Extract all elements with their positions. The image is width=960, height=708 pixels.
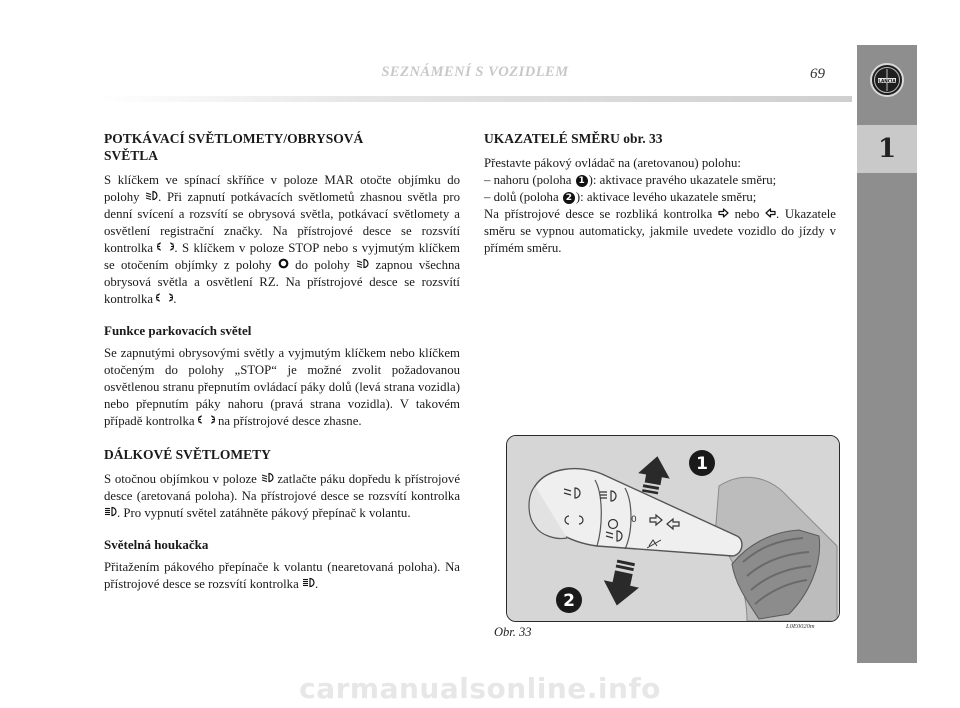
low-beam-icon [356,258,369,269]
position-1-badge: 1 [576,175,588,187]
position-lights-icon [156,292,173,303]
section-heading-flash: Světelná houkačka [104,537,209,552]
running-header: SEZNÁMENÍ S VOZIDLEM [381,64,569,80]
svg-text:LANCIA: LANCIA [878,78,896,84]
turn-right-arrow-icon [718,208,729,218]
chapter-number: 1 [877,134,897,164]
low-beam-icon [261,472,274,483]
paragraph-turn-indicators: Na přístrojové desce se rozbliká kontrolka nebo . Ukazatele směru se vypnou automaticky, jakmile uvedete vozidlo do jízdy v přímém směru. [484,207,836,255]
header-rule [100,96,852,102]
position-lights-icon [157,241,174,252]
paragraph-turn-intro: Přestavte pákový ovládač na (aretovanou) polohu: [484,156,741,170]
section-heading-low-beam: POTKÁVACÍ SVĚTLOMETY/OBRYSOVÁ SVĚTLA [104,131,364,163]
chapter-tab[interactable] [857,125,917,173]
main-beam-icon [302,577,315,588]
lancia-logo-icon [872,65,902,95]
position-lights-icon [198,414,215,425]
lever-mark-zero: 0 [631,515,637,525]
paragraph-flash: Přitažením pákového přepínače k volantu (nearetovaná poloha). Na přístrojové desce se rozsvítí kontrolka . [104,560,460,591]
ring-position-o-icon [278,258,289,269]
light-stalk-image [507,436,839,621]
figure-stalk-illustration [506,435,840,622]
page-number: 69 [810,66,825,82]
watermark: carmanualsonline.info [299,672,661,705]
callout-1-label: 1 [696,454,708,474]
turn-left-arrow-icon [765,208,776,218]
right-column [484,130,836,257]
section-heading-parking: Funkce parkovacích světel [104,323,252,338]
list-item-down: – dolů (poloha 2 ): aktivace levého ukazatele směru; [484,190,757,204]
paragraph-parking: Se zapnutými obrysovými světly a vyjmutým klíčkem nebo klíčkem otočeným do polohy „STOP“ je možné zvolit požadovanou osvětlenou stranu přepnutím ovládací páky dolů (levá strana vozidla) nebo přepnutím páky nahoru (pravá strana vozidla). V takovém případě kontrolka na přístrojové desce zhasne. [104,346,460,428]
list-item-up: – nahoru (poloha 1 ): aktivace pravého ukazatele směru; [484,173,777,187]
left-column [104,130,460,593]
low-beam-icon [145,190,158,201]
position-2-badge: 2 [563,192,575,204]
paragraph-main-beam: S otočnou objímkou v poloze zatlačte páku dopředu k přístrojové desce (aretovaná poloha). Na přístrojové desce se rozsvítí kontrolka . Pro vypnutí světel zatáhněte pákový přepínač k volantu. [104,472,461,520]
brand-logo [870,63,904,97]
section-heading-main-beam: DÁLKOVÉ SVĚTLOMETY [104,447,271,462]
paragraph-low-beam: S klíčkem ve spínací skříňce v poloze MAR otočte objímku do polohy . Při zapnutí potkávacích světlometů zhasnou světla pro denní svícení a rozsvítí se obrysová světla, potkávací světlomety a osvětlení registrační značky. Na přístrojové desce se rozsvítí kontrolka . S klíčkem v poloze STOP nebo s vyjmutým klíčkem se otočením objímky z polohy do polohy zapnou všechna obrysová světla a osvětlení RZ. Na přístrojové desce se rozsvítí kontrolka . [104,173,461,306]
main-beam-icon [104,506,117,517]
figure-code: L0E0020m [786,623,815,630]
callout-2-label: 2 [563,591,575,611]
figure-caption: Obr. 33 [494,625,532,639]
section-heading-turn-signals: UKAZATELÉ SMĚRU obr. 33 [484,131,663,146]
